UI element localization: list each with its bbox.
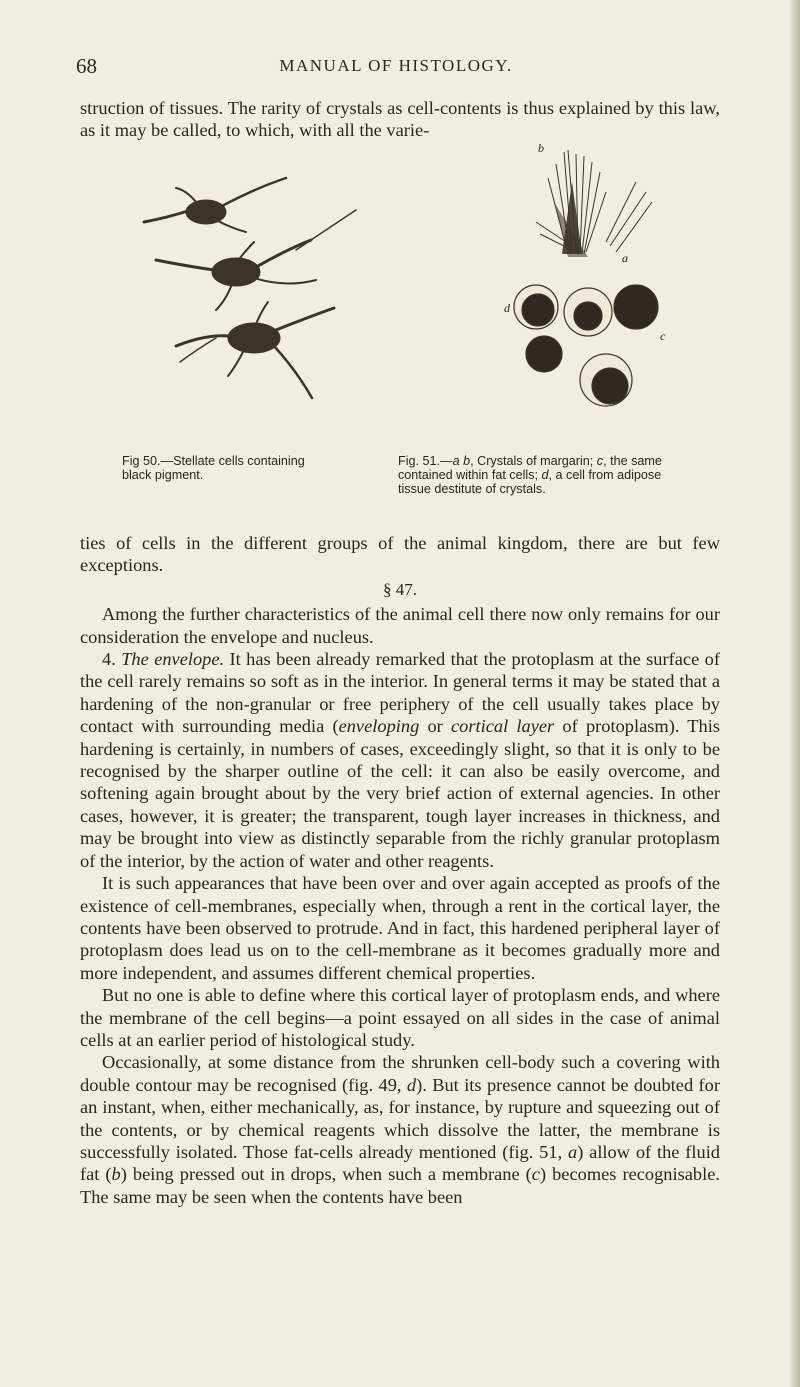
plast-a: a — [568, 1141, 578, 1162]
plast-c: c — [531, 1164, 540, 1185]
figure-50-text: —Stellate cells containing black pigment. — [122, 454, 305, 482]
paragraph-envelope — [80, 648, 720, 872]
figure-51-part6: , a cell from adipose tissue destitute of crystals. — [398, 468, 662, 496]
para4-italic2: cortical layer — [451, 716, 555, 737]
figure-51-part3: c — [596, 454, 604, 468]
figure-50-illustration — [136, 170, 376, 410]
plast-d: d — [406, 1074, 417, 1095]
paragraph-continue: ties of cells in the different groups of the animal kingdom, there are but few exceptions. — [80, 533, 720, 576]
plast-5: ) becomes recognisable. The same may be seen when the contents have been — [80, 1164, 720, 1207]
fig51-letter-b: b — [538, 142, 544, 155]
figure-51-part0: — — [440, 454, 453, 468]
plast-b: b — [111, 1164, 121, 1185]
figure-50-caption — [122, 454, 332, 482]
figure-51-part4: , the same contained within fat cells; — [398, 454, 662, 482]
fig51-letter-c: c — [660, 329, 666, 343]
plast-1: Occasionally, at some distance from the shrunken cell-body such a covering with double contour may be recognised (fig. 49, — [80, 1052, 720, 1095]
figure-51-part1: a b — [452, 454, 471, 468]
fig51-letter-a: a — [622, 251, 628, 265]
page-edge — [790, 0, 800, 1387]
page-number: 68 — [76, 54, 97, 78]
section-heading: § 47. — [383, 579, 417, 599]
figure-50-label: Fig 50. — [122, 454, 161, 468]
figure-51-illustration — [476, 142, 676, 442]
figure-51-part5: d — [541, 468, 549, 482]
paragraph-1: Among the further characteristics of the animal cell there now only remains for our consideration the envelope and nucleus. — [80, 604, 720, 647]
para4-title: The envelope. — [121, 649, 225, 670]
para4-text: It has been already remarked that the protoplasm at the surface of the cell rarely remains so soft as in the interior. In general terms it may be stated that a hardening of the non-granular or free periphery of the cell usually takes place by contact with surrounding media ( — [80, 649, 720, 737]
paragraph-3: It is such appearances that have been over and over again accepted as proofs of the existence of cell-membranes, especially when, through a rent in the cortical layer, the contents have been observed to protrude. And in fact, this hardened peripheral layer of protoplasm does lead us on to the cell-membrane as it becomes gradually more and more independent, and assumes different chemical properties. — [80, 873, 720, 983]
running-head: MANUAL OF HISTOLOGY. — [279, 56, 513, 75]
para4-after: of protoplasm). This hardening is certainly, in numbers of cases, exceedingly slight, so that it is only to be recognised by the sharper outline of the cell: it can also be easily overcome, and softening again brought about by the very brief action of external agencies. In other cases, however, it is greater; the transparent, tough layer increases in thickness, and may be brought into view as distinctly separable from the richly granular protoplasm of the interior, by the action of water and other reagents. — [80, 716, 721, 871]
plast-2: ). But its presence cannot be doubted for an instant, when, either mechanically, as, for instance, by rupture and squeezing out of the contents, or by chemical reagents which dissolve the latter, the membrane is successfully isolated. Those fat-cells already mentioned (fig. 51, — [80, 1074, 720, 1162]
figure-51-part2: , Crystals of margarin; — [470, 454, 597, 468]
para4-italic1: enveloping — [338, 716, 420, 737]
paragraph-top — [80, 97, 720, 142]
figure-51-label: Fig. 51. — [398, 454, 440, 468]
plast-4: ) being pressed out in drops, when such a membrane ( — [120, 1164, 532, 1185]
figure-area — [80, 142, 720, 520]
paragraph-last — [80, 1051, 720, 1208]
paragraph-4: But no one is able to define where this cortical layer of protoplasm ends, and where the membrane of the cell begins—a point essayed on all sides in the case of animal cells at an earlier period of histological study. — [80, 985, 720, 1050]
para4-between: or — [419, 716, 452, 737]
plast-3: ) allow of the fluid fat ( — [80, 1141, 720, 1185]
paragraph-top-text: struction of tissues. The rarity of crystals as cell-contents is thus explained by this law, as it may be called, to which, with all the varie- — [80, 98, 720, 141]
figure-51-caption — [398, 454, 666, 496]
fig51-letter-d: d — [504, 301, 510, 315]
page-header — [76, 54, 716, 78]
main-text — [80, 532, 720, 1208]
para4-number: 4. — [102, 649, 116, 670]
